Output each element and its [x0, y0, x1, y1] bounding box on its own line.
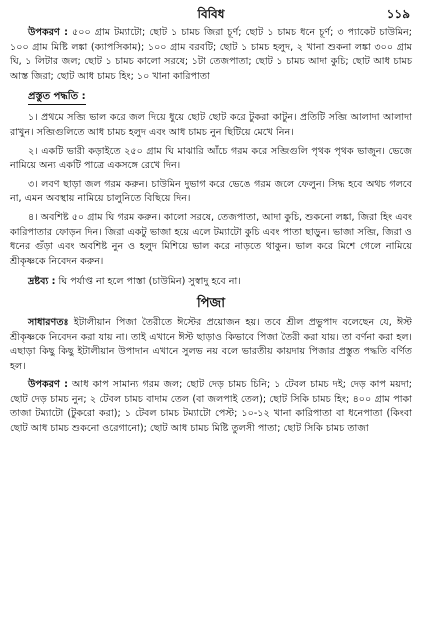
recipe1-step-2: ২। একটি ভারী কড়াইতে ২৫০ গ্রাম ঘি মাঝারি আঁচে গরম করে সব্জিগুলি পৃথক পৃথক ভাজুন। ভেজে নামিয়ে অন্য একটি পাত্রে একসঙ্গে রেখে দিন। — [10, 145, 412, 172]
recipe1-ingredients — [10, 26, 412, 84]
recipe1-ingredients-text: ৫০০ গ্রাম টম্যাটো; ছোট ১ চামচ জিরা চূর্ণ; ছোট ১ চামচ ধনে চূর্ণ; ৩ প্যাকেট চাউমিন; ১০০ গ্রাম মিষ্টি লঙ্কা (ক্যাপসিকাম); ১০০ গ্রাম বরবটি; ছোট ১ চামচ হলুদ, ২ খানা শুকনা লঙ্কা ৩০০ গ্রাম ঘি, ১ লিটার জল; ছোট ১ চামচ কালো সরষে; ১টা তেজপাতা; ছোট ১ চামচ আদা কুচি; ছোট আধ চামচ আস্ত জিরা; ছোট আধ চামচ হিং; ১০ খানা কারিপাতা — [10, 27, 413, 82]
recipe2-ingredients-label: উপকরণ : — [28, 379, 68, 391]
recipe1-note-text: ঘি পর্যাপ্ত না হলে পাস্তা (চাউমিন) সুস্বাদু হবে না। — [55, 276, 241, 288]
recipe1-method-heading: প্রস্তুত পদ্ধতি : — [28, 90, 86, 105]
recipe2-intro-label: সাধারণতঃ — [28, 316, 69, 328]
recipe2-intro-text: ইটালীয়ান পিজা তৈরীতে ঈস্টের প্রয়োজন হয়। তবে শ্রীল প্রভুপাদ বলেছেন যে, ঈস্ট শ্রীকৃষ্ণকে নিবেদন করা যায় না। তাই এখানে ঈস্ট ছাড়াও কিভাবে পিজা তৈরী করা যায়। তা বর্ণনা করা হল। এছাড়া কিছু কিছু ইটালীয়ান উপাদান এখানে সুলভ নয় বলে ভারতীয় কায়দায় পিজার প্রস্তুত পদ্ধতি বর্ণিত হল। — [10, 316, 412, 372]
recipe1-step-4: ৪। অবশিষ্ট ৫০ গ্রাম ঘি গরম করুন। কালো সরষে, তেজপাতা, আদা কুচি, শুকনো লঙ্কা, জিরা হিং এবং কারিপাতার ফোড়ন দিন। জিরা একটু ভাজা হয়ে এলে টম্যাটো কুচি এবং পাতা ছাড়ুন। ভাজা সব্জি, জিরা ও ধনের গুঁড়া এবং অবশিষ্ট নুন ও হলুদ মিশিয়ে ভাল করে নাড়তে থাকুন। ভাল করে মিশে গেলে নামিয়ে শ্রীকৃষ্ণকে নিবেদন করুন। — [10, 211, 412, 267]
recipe2-title: পিজা — [197, 295, 225, 311]
recipe1-note — [10, 275, 412, 290]
recipe1-step-1: ১। প্রথমে সব্জি ভাল করে জল দিয়ে ধুয়ে ছোট ছোট করে টুকরা কাটুন। প্রতিটি সব্জি আলাদা আলাদা রাখুন। সব্জিগুলিতে আধ চামচ হলুদ এবং আধ চামচ নুন ছিটিয়ে মেখে নিন। — [10, 112, 412, 138]
recipe2-intro — [10, 316, 412, 374]
recipe1-note-label: দ্রষ্টব্য : — [28, 276, 56, 288]
recipe1-step-3: ৩। লবণ ছাড়া জল গরম করুন। চাউমিন দুভাগ করে ভেঙে গরম জলে ফেলুন। সিদ্ধ হবে অথচ গলবে না, এমন অবস্থায় নামিয়ে চালুনিতে বিছিয়ে দিন। — [10, 178, 412, 205]
recipe2-ingredients — [10, 378, 412, 436]
page-number: ১১৯ — [386, 7, 410, 21]
running-title: বিবিধ — [197, 7, 225, 21]
page-header — [10, 4, 412, 26]
recipe1-ingredients-label: উপকরণ : — [28, 27, 68, 38]
recipe2-ingredients-text: আধ কাপ সামান্য গরম জল; ছোট দেড় চামচ চিনি; ১ টেবল চামচ দই; দেড় কাপ ময়দা; ছোট দেড় চামচ নুন; ২ টেবল চামচ বাদাম তেল (বা জলপাই তেল); ছোট সিকি চামচ হিং; ৪০০ গ্রাম পাকা তাজা টম্যাটো (টুকরো করা); ১ টেবল চামচ টম্যাটো পেস্ট; ১০-১২ খানা কারিপাতা বা ধনেপাতা (কিংবা ছোট আধ চামচ শুকনো ওরেগানো); ছোট আধ চামচ মিষ্টি তুলসী পাতা; ছোট সিকি চামচ তাজা — [10, 379, 413, 435]
